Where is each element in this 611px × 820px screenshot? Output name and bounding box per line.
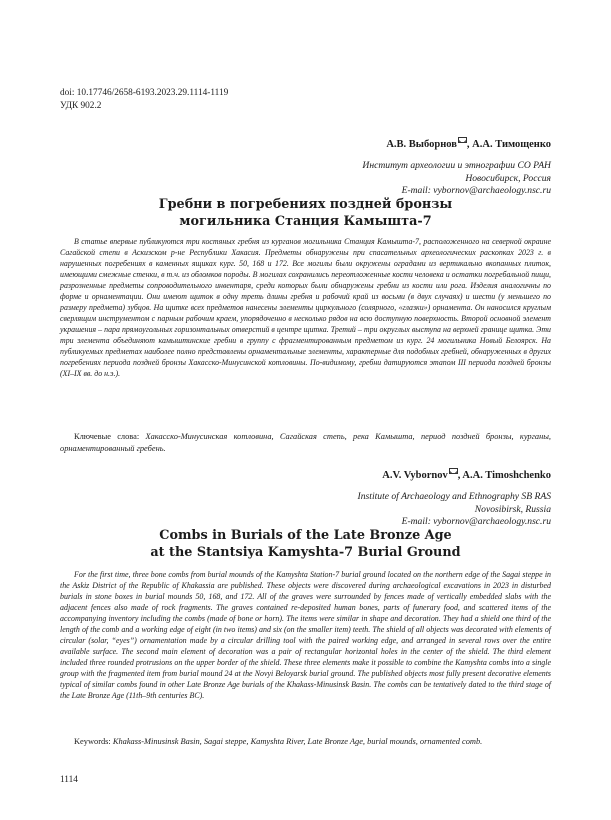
- title-ru-line2: могильника Станция Камышта-7: [179, 214, 432, 229]
- page-number: 1114: [60, 775, 78, 785]
- keywords-en: [60, 736, 551, 748]
- abstract-ru: В статье впервые публикуются три костяных гребня из курганов могильника Станция Камышта-7, расположенного на северной окраине Сагайской степи в Аскизском р-не Республики Хакасия. Предметы обнаружены при спасательных археологических раскопках 2023 г. в нарушенных погребениях в каменных ящиках кург. 50, 168 и 172. Все могилы были окружены оградами из вертикально вкопанных плиток, имеющими смежные стенки, в т.ч. из обломков породы. В могилах сохранились переотложенные кости человека и остатки погребальной пищи, разрозненные предметы сопроводительного инвентаря, среди которых были обнаружены гребни из кости или рога. Изделия аналогичны по форме и орнаментации. Они имеют щиток в одну треть длины гребня и рабочий край из восьми (в двух случаях) и шести (у меньшего по размеру предмета) зубцов. На щитке всех предметов нанесены элементы циркульного (солярного, «глазки») орнамента. Он наносился круглым сверлящим инструментом с парным рабочим краем, упорядоченно в несколько рядов на всю доступную поверхность. Второй основной элемент украшения – пара прямоугольных горизонтальных отверстий в центре щитка. Третий – три округлых выступа на верхней границе щитка. Эти три элемента объединяют камыштинские гребни в группу с фрагментированным предметом из кург. 24 могильника Новый Белоярск. На публикуемых предметах наиболее полно представлены орнаментальные элементы, характерные для подобных гребней, обнаруженных в других погребениях периода поздней бронзы Хакасско-Минусинской котловины. По-видимому, гребни датируются этапом III периода поздней бронзы (XI–IX вв. до н.э.).: [60, 237, 551, 378]
- affiliation-en: [358, 491, 551, 529]
- author-2-en: , A.A. Timoshchenko: [457, 470, 551, 481]
- doi: doi: 10.17746/2658-6193.2023.29.1114-1119: [60, 88, 229, 98]
- author-2-ru: , А.А. Тимощенко: [466, 139, 551, 150]
- keywords-text-ru: Хакасско-Минусинская котловина, Сагайская степь, река Камышта, период поздней бронзы, курганы, орнаментированный гребень.: [60, 432, 551, 453]
- keywords-label-ru: Ключевые слова:: [74, 432, 146, 441]
- title-ru-line1: Гребни в погребениях поздней бронзы: [158, 197, 453, 212]
- title-en: [60, 527, 551, 561]
- authors-ru: [386, 139, 551, 150]
- keywords-ru: [60, 431, 551, 454]
- title-en-line2: at the Stantsiya Kamyshta-7 Burial Ground: [150, 545, 461, 560]
- keywords-text-en: Khakass-Minusinsk Basin, Sagai steppe, Kamyshta River, Late Bronze Age, burial mounds, ornamented comb.: [112, 737, 483, 746]
- affiliation-city-en: Novosibirsk, Russia: [474, 503, 551, 515]
- title-en-line1: Combs in Burials of the Late Bronze Age: [159, 528, 452, 543]
- affiliation-city-ru: Новосибирск, Россия: [465, 172, 551, 184]
- title-ru: [60, 196, 551, 230]
- affiliation-institute-ru: Институт археологии и этнографии СО РАН: [362, 160, 551, 171]
- author-1-en: A.V. Vybornov: [382, 470, 448, 481]
- affiliation-ru: [362, 160, 551, 198]
- abstract-en: For the first time, three bone combs from burial mounds of the Kamyshta Station-7 burial ground located on the northern edge of the Sagai steppe in the Askiz District of the Republic of Khakassia are published. These objects were discovered during archaeological excavations in 2023 in disturbed burials in stone boxes in burial mounds 50, 168, and 172. All of the graves were surrounded by fences made of vertically embedded slabs with the adjacent fences also made of rock fragments. The graves contained re-deposited human bones, parts of funerary food, and scattered items of the accompanying inventory including the combs (made of bone or horn). The items were similar in shape and decoration. They had a shield one third of the length of the comb and a working edge of eight (in two items) and six (on the smaller item) teeth. The shield of all objects was decorated with elements of circular (solar, “eyes”) ornamentation made by a circular drilling tool with the paired working edge, and arranged in several rows over the entire available surface. The second main element of decoration was a pair of rectangular horizontal holes in the center of the shield. The third element included three rounded protrusions on the upper border of the shield. These three elements make it possible to combine the Kamyshta combs into a single group with the fragmented item from burial mound 24 at the Novyi Beloyarsk burial ground. The published objects most fully present decorative elements typical of similar combs found in other Late Bronze Age burials of the Khakass-Minusinsk Basin. The combs can be tentatively dated to the third stage of the Late Bronze Age (11th–9th centuries BC).: [60, 570, 551, 700]
- udk-code: УДК 902.2: [60, 100, 102, 111]
- affiliation-institute-en: Institute of Archaeology and Ethnography SB RAS: [357, 491, 551, 502]
- article-meta: [60, 87, 228, 112]
- email-en: E-mail: vybornov@archaeology.nsc.ru: [401, 516, 551, 527]
- authors-en: [382, 470, 551, 481]
- keywords-label-en: Keywords:: [74, 737, 113, 746]
- email-ru: E-mail: vybornov@archaeology.nsc.ru: [401, 185, 551, 196]
- envelope-icon: [458, 137, 467, 143]
- author-1-ru: А.В. Выборнов: [386, 139, 457, 150]
- envelope-icon: [449, 468, 458, 474]
